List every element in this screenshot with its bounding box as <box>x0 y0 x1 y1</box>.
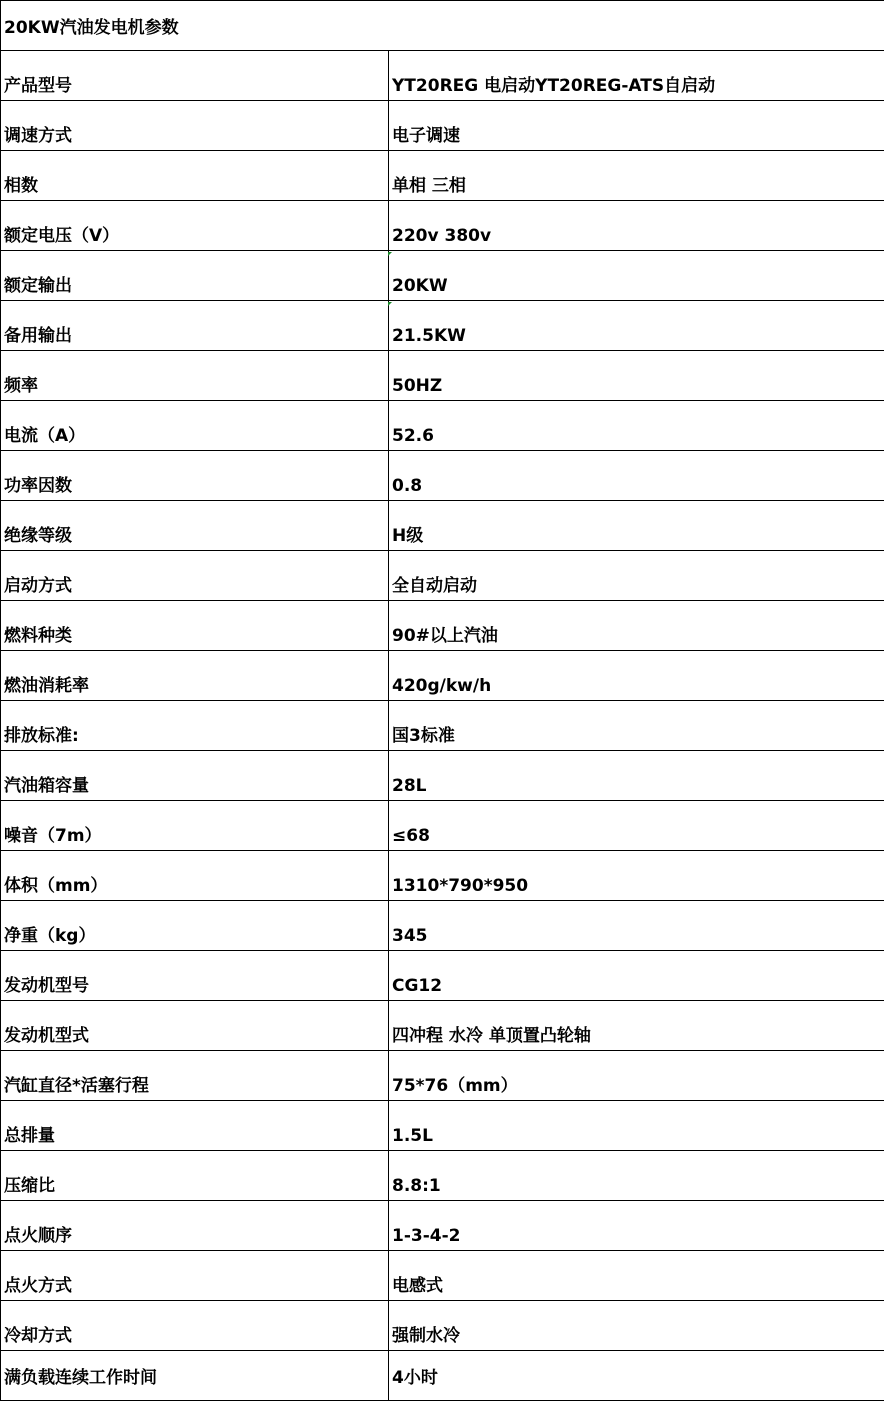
table-row <box>1 1051 884 1101</box>
param-value-cell[interactable]: 52.6 <box>389 401 884 451</box>
param-value-cell[interactable]: 1310*790*950 <box>389 851 884 901</box>
table-row <box>1 1151 884 1201</box>
param-label-cell[interactable]: 满负载连续工作时间 <box>1 1351 389 1401</box>
param-value-cell[interactable]: 8.8:1 <box>389 1151 884 1201</box>
param-label-cell[interactable]: 汽油箱容量 <box>1 751 389 801</box>
table-row <box>1 1251 884 1301</box>
param-label-cell[interactable]: 电流（A） <box>1 401 389 451</box>
table-row <box>1 951 884 1001</box>
table-row <box>1 401 884 451</box>
param-label-cell[interactable]: 点火方式 <box>1 1251 389 1301</box>
table-row <box>1 301 884 351</box>
param-value-cell[interactable]: 220v 380v <box>389 201 884 251</box>
param-value-cell[interactable]: 0.8 <box>389 451 884 501</box>
param-label-cell[interactable]: 相数 <box>1 151 389 201</box>
param-label-cell[interactable]: 汽缸直径*活塞行程 <box>1 1051 389 1101</box>
table-row <box>1 1301 884 1351</box>
param-value-cell[interactable]: H级 <box>389 501 884 551</box>
table-row <box>1 901 884 951</box>
title-row <box>1 1 884 51</box>
param-label-cell[interactable]: 噪音（7m） <box>1 801 389 851</box>
param-value-cell[interactable]: YT20REG 电启动YT20REG-ATS自启动 <box>389 51 884 101</box>
param-label-cell[interactable]: 额定输出 <box>1 251 389 301</box>
param-value-cell[interactable]: 强制水冷 <box>389 1301 884 1351</box>
param-value-cell[interactable]: 420g/kw/h <box>389 651 884 701</box>
param-label-cell[interactable]: 发动机型号 <box>1 951 389 1001</box>
param-value-cell[interactable]: 4小时 <box>389 1351 884 1401</box>
param-value-cell[interactable]: ≤68 <box>389 801 884 851</box>
param-value-cell[interactable]: 电子调速 <box>389 101 884 151</box>
param-value-cell[interactable]: 20KW <box>389 251 884 301</box>
param-label-cell[interactable]: 燃料种类 <box>1 601 389 651</box>
table-row <box>1 51 884 101</box>
param-label-cell[interactable]: 冷却方式 <box>1 1301 389 1351</box>
param-label-cell[interactable]: 体积（mm） <box>1 851 389 901</box>
param-value-cell[interactable]: 单相 三相 <box>389 151 884 201</box>
table-row <box>1 351 884 401</box>
param-value-cell[interactable]: 1-3-4-2 <box>389 1201 884 1251</box>
param-value-cell[interactable]: 国3标准 <box>389 701 884 751</box>
table-row <box>1 151 884 201</box>
table-row <box>1 501 884 551</box>
param-label-cell[interactable]: 绝缘等级 <box>1 501 389 551</box>
param-label-cell[interactable]: 备用输出 <box>1 301 389 351</box>
table-row <box>1 601 884 651</box>
table-row <box>1 1001 884 1051</box>
param-label-cell[interactable]: 燃油消耗率 <box>1 651 389 701</box>
param-label-cell[interactable]: 调速方式 <box>1 101 389 151</box>
table-row <box>1 851 884 901</box>
param-value-cell[interactable]: 电感式 <box>389 1251 884 1301</box>
param-label-cell[interactable]: 产品型号 <box>1 51 389 101</box>
param-value-cell[interactable]: 全自动启动 <box>389 551 884 601</box>
param-label-cell[interactable]: 点火顺序 <box>1 1201 389 1251</box>
param-label-cell[interactable]: 功率因数 <box>1 451 389 501</box>
cell-comment-marker <box>388 302 392 306</box>
table-row <box>1 451 884 501</box>
table-title[interactable]: 20KW汽油发电机参数 <box>1 1 884 51</box>
table-row <box>1 251 884 301</box>
param-label-cell[interactable]: 发动机型式 <box>1 1001 389 1051</box>
param-label-cell[interactable]: 压缩比 <box>1 1151 389 1201</box>
table-row <box>1 1351 884 1401</box>
cell-comment-marker <box>388 252 392 256</box>
table-row <box>1 1101 884 1151</box>
table-row <box>1 801 884 851</box>
table-row <box>1 101 884 151</box>
param-label-cell[interactable]: 净重（kg） <box>1 901 389 951</box>
param-value-cell[interactable]: 21.5KW <box>389 301 884 351</box>
param-value-cell[interactable]: 28L <box>389 751 884 801</box>
param-label-cell[interactable]: 额定电压（V） <box>1 201 389 251</box>
spec-table-body <box>1 1 884 1401</box>
param-label-cell[interactable]: 启动方式 <box>1 551 389 601</box>
param-value-cell[interactable]: 90#以上汽油 <box>389 601 884 651</box>
table-row <box>1 551 884 601</box>
param-value-cell[interactable]: CG12 <box>389 951 884 1001</box>
table-row <box>1 201 884 251</box>
param-label-cell[interactable]: 排放标准: <box>1 701 389 751</box>
table-row <box>1 751 884 801</box>
param-value-cell[interactable]: 75*76（mm） <box>389 1051 884 1101</box>
param-value-cell[interactable]: 345 <box>389 901 884 951</box>
param-label-cell[interactable]: 总排量 <box>1 1101 389 1151</box>
table-row <box>1 1201 884 1251</box>
param-value-cell[interactable]: 四冲程 水冷 单顶置凸轮轴 <box>389 1001 884 1051</box>
param-value-cell[interactable]: 1.5L <box>389 1101 884 1151</box>
param-value-cell[interactable]: 50HZ <box>389 351 884 401</box>
param-label-cell[interactable]: 频率 <box>1 351 389 401</box>
table-row <box>1 651 884 701</box>
table-row <box>1 701 884 751</box>
